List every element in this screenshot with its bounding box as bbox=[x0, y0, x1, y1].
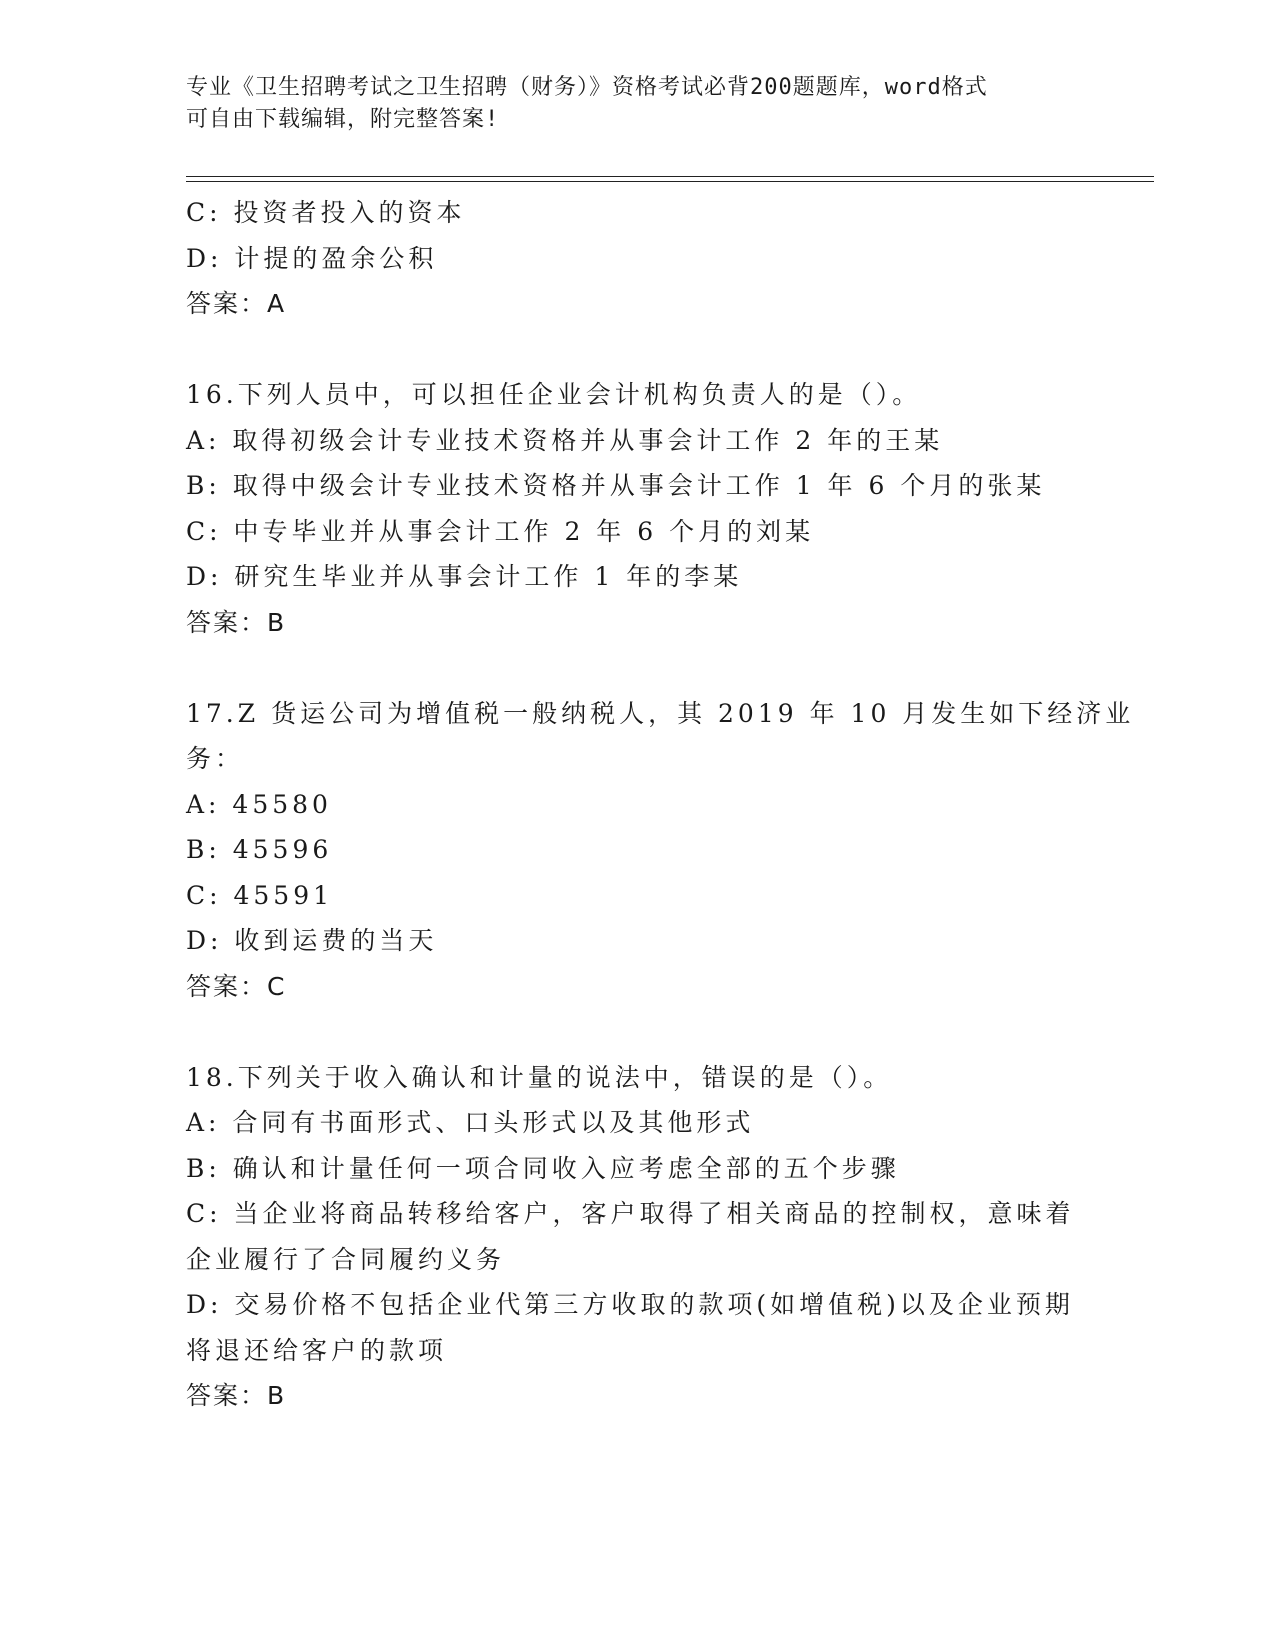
option-d-line-1: D: 交易价格不包括企业代第三方收取的款项(如增值税)以及企业预期 bbox=[186, 1290, 1074, 1319]
option-c: C: 投资者投入的资本 bbox=[186, 198, 466, 227]
spacer bbox=[186, 1009, 1086, 1055]
option-d: D: 收到运费的当天 bbox=[186, 926, 438, 955]
answer-label: 答案：B bbox=[186, 1381, 287, 1410]
option-c-line-1: C: 当企业将商品转移给客户，客户取得了相关商品的控制权，意味着 bbox=[186, 1199, 1075, 1228]
option-d: D: 计提的盈余公积 bbox=[186, 243, 438, 273]
document-header bbox=[186, 72, 1066, 136]
header-divider-top bbox=[186, 176, 1154, 177]
question-stem: 16.下列人员中，可以担任企业会计机构负责人的是（）。 bbox=[186, 380, 922, 409]
spacer bbox=[186, 645, 1086, 691]
question-stem-line-1: 17.Z 货运公司为增值税一般纳税人，其 2019 年 10 月发生如下经济业 bbox=[186, 698, 1135, 728]
answer-label: 答案：B bbox=[186, 607, 287, 637]
question-content bbox=[186, 190, 1135, 1419]
question-16 bbox=[186, 372, 1086, 645]
option-b: B: 取得中级会计专业技术资格并从事会计工作 1 年 6 个月的张某 bbox=[186, 471, 1046, 500]
option-d: D: 研究生毕业并从事会计工作 1 年的李某 bbox=[186, 562, 743, 591]
header-divider-bottom bbox=[186, 181, 1154, 182]
option-c: C: 45591 bbox=[186, 880, 334, 910]
option-a: A: 45580 bbox=[186, 789, 332, 819]
option-c: C: 中专毕业并从事会计工作 2 年 6 个月的刘某 bbox=[186, 516, 815, 546]
question-stem-line-2: 务： bbox=[186, 744, 245, 773]
option-a: A: 合同有书面形式、口头形式以及其他形式 bbox=[186, 1108, 755, 1137]
option-b: B: 确认和计量任何一项合同收入应考虑全部的五个步骤 bbox=[186, 1153, 900, 1183]
question-15-tail bbox=[186, 190, 1086, 327]
option-d-line-2: 将退还给客户的款项 bbox=[186, 1335, 448, 1365]
header-title-line-1: 专业《卫生招聘考试之卫生招聘（财务）》资格考试必背200题题库，word格式 bbox=[186, 75, 988, 100]
option-c-line-2: 企业履行了合同履约义务 bbox=[186, 1244, 506, 1274]
option-a: A: 取得初级会计专业技术资格并从事会计工作 2 年的王某 bbox=[186, 425, 944, 455]
question-stem: 18.下列关于收入确认和计量的说法中，错误的是（）。 bbox=[186, 1062, 893, 1092]
spacer bbox=[186, 327, 1086, 373]
question-18 bbox=[186, 1055, 1086, 1419]
option-b: B: 45596 bbox=[186, 835, 333, 864]
answer-label: 答案：C bbox=[186, 971, 287, 1001]
question-17 bbox=[186, 691, 1135, 1010]
answer-label: 答案：A bbox=[186, 289, 287, 318]
header-title-line-2: 可自由下载编辑，附完整答案! bbox=[186, 107, 500, 132]
